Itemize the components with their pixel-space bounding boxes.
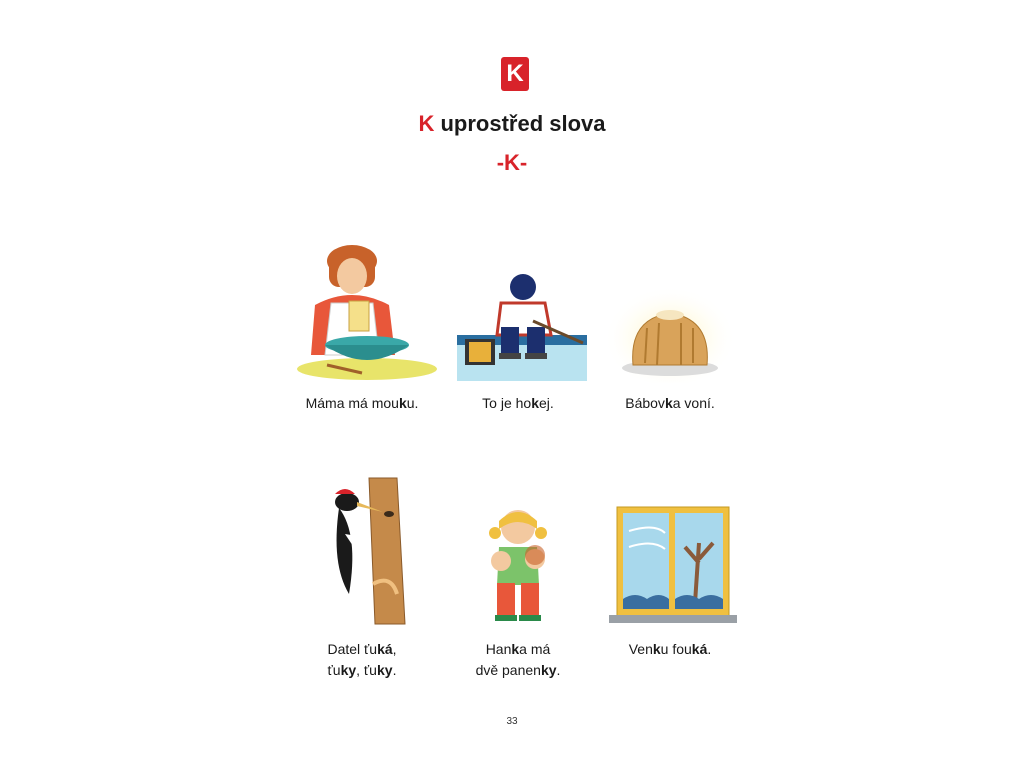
window-wind-icon (595, 503, 745, 629)
item-caption-2: To je hokej. (482, 395, 554, 411)
item-card-5 (438, 503, 598, 681)
item-card-6 (590, 503, 750, 660)
item-card-1 (282, 243, 442, 414)
title-letter: K (418, 111, 435, 136)
item-caption-1: Máma má mouku. (305, 395, 419, 411)
item-caption-3: Bábovka voní. (625, 395, 715, 411)
item-card-3 (590, 243, 750, 414)
item-card-4 (282, 474, 442, 681)
letter-badge: K (501, 57, 529, 91)
bundt-cake-icon (595, 243, 745, 383)
item-caption-4: Datel ťuká, ťuky, ťuky. (327, 641, 397, 678)
woodpecker-icon (287, 474, 437, 629)
page-title (0, 111, 1024, 137)
page-subtitle: -K- (496, 150, 528, 175)
mother-baking-icon (287, 243, 437, 383)
girl-with-dolls-icon (443, 503, 593, 629)
title-text: uprostřed slova (434, 111, 606, 136)
item-card-2 (438, 243, 598, 414)
hockey-player-icon (443, 243, 593, 383)
item-caption-6: Venku fouká. (628, 641, 712, 657)
page-number: 33 (506, 716, 518, 727)
item-caption-5: Hanka má dvě panenky. (475, 641, 561, 678)
